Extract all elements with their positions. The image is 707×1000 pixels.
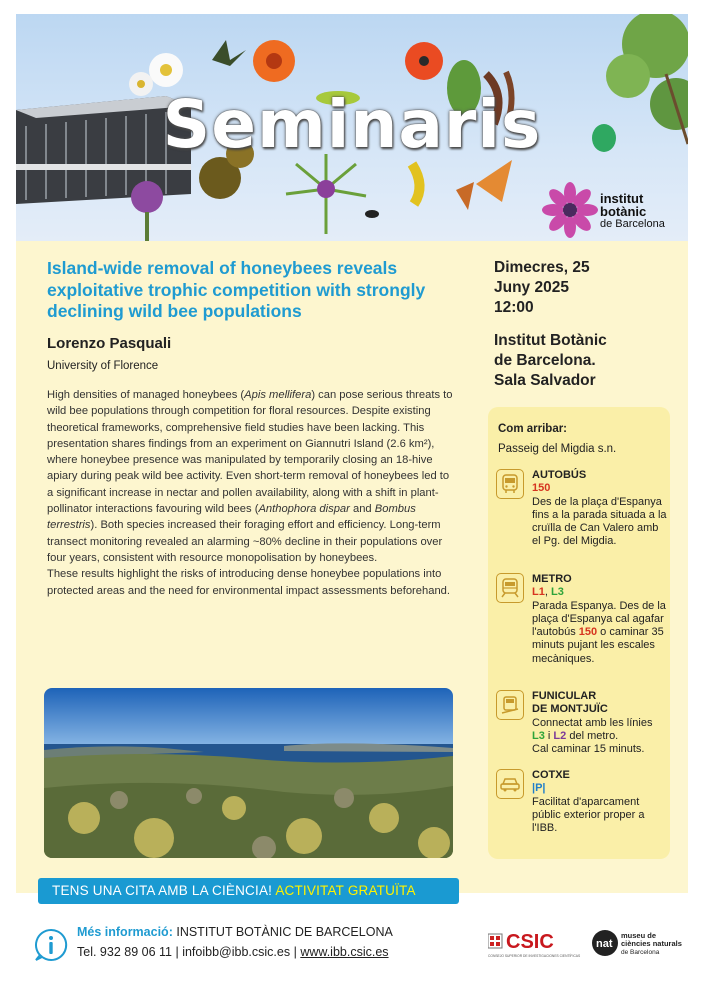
spiky-flower-image: [286, 154, 366, 234]
nat-logo-line2: ciències naturals: [621, 939, 682, 948]
funicular-text: i: [547, 729, 551, 742]
funicular-text: Connectat amb les línies: [532, 716, 653, 729]
ibb-logo-line2: botànic: [600, 204, 647, 219]
separator: |: [175, 945, 179, 959]
ibb-logo-text: [600, 192, 665, 231]
how-to-arrive-title: Com arribar:: [498, 423, 568, 435]
cta-free-activity: ACTIVITAT GRATUÏTA: [275, 883, 416, 898]
funicular-heading: FUNICULAR: [532, 690, 597, 702]
orange-flower-image: [253, 40, 295, 82]
venue-line: de Barcelona.: [494, 352, 596, 369]
poppy-image: [405, 42, 443, 80]
event-venue: [494, 331, 607, 391]
species-name: Anthophora dispar: [258, 503, 350, 516]
date-line: Dimecres, 25: [494, 259, 590, 276]
car-heading: COTXE: [532, 769, 570, 781]
bus-icon: [496, 469, 524, 499]
car-info: [532, 769, 668, 835]
metro-line-l2: L2: [553, 729, 567, 742]
page-title: Seminaris: [162, 86, 542, 163]
ibb-logo: [542, 182, 687, 238]
website-link[interactable]: www.ibb.csic.es: [300, 945, 389, 959]
address: Passeig del Migdia s.n.: [498, 443, 617, 455]
parking-sign: |P|: [532, 782, 546, 795]
island-landscape-photo: [44, 688, 453, 858]
ant-image: [365, 210, 379, 218]
more-info-colon: :: [168, 925, 173, 939]
more-info-value: INSTITUT BOTÀNIC DE BARCELONA: [176, 925, 393, 939]
abstract: [47, 387, 456, 599]
butterfly-image: [456, 160, 512, 210]
abstract-text: ). Both species increased their foraging effort and efficiency. Long-term transect monitoring revealed an alarming ~80% decline in their populations over four years, consistent with resource monopolisation by honeybees.: [47, 519, 443, 564]
cta-banner: [38, 878, 459, 904]
funicular-heading: DE MONTJUÏC: [532, 703, 608, 716]
csic-logo: [488, 928, 583, 960]
contact-line: [77, 945, 389, 959]
how-to-arrive-box: [488, 407, 670, 859]
car-icon: [496, 769, 524, 799]
metro-text: o caminar 35 minuts pujant les escales mecàniques.: [532, 626, 664, 665]
species-name: Bombus terrestris: [47, 503, 416, 532]
speaker-name: Lorenzo Pasquali: [47, 335, 172, 352]
funicular-icon: [496, 690, 524, 720]
bus-line: 150: [532, 482, 551, 495]
abstract-text: ) can pose serious threats to wild bee populations through competition for floral resources. Despite existing theoretical frameworks, comprehensive field studies have been lacking. This presentation shares findings from an experiment on Giannutri Island (2.6 km²), where honeybee presence was manipulated by temporarily closing an 18-hive apiary during peak wild bee activity. Even short-term removal of honeybees led to a significant increase in nectar and pollen availability, along with a shift in plant-pollinator interactions favouring wild bees (: [47, 389, 453, 516]
abstract-text: These results highlight the risks of introducing dense honeybee populations into protected areas and the need for environmental impact assessments beforehand.: [47, 568, 450, 597]
metro-icon: [496, 573, 524, 603]
event-time: 12:00: [494, 299, 534, 316]
nat-logo-badge: nat: [596, 938, 613, 950]
email-link[interactable]: infoibb@ibb.csic.es: [182, 945, 291, 959]
bus-info: [532, 469, 668, 549]
cta-text: TENS UNA CITA AMB LA CIÈNCIA!: [52, 883, 273, 898]
abstract-text: High densities of managed honeybees (: [47, 389, 245, 401]
event-date: [494, 258, 590, 318]
funicular-text: Cal caminar 15 minuts.: [532, 743, 645, 756]
metro-line-l3: L3: [532, 729, 545, 742]
nat-museum-logo: [591, 928, 691, 960]
metro-line-l3: L3: [550, 586, 564, 599]
nat-logo-line3: de Barcelona: [621, 949, 660, 956]
yellow-flower-image: [412, 164, 420, 204]
car-text: Facilitat d'aparcament públic exterior proper a l'IBB.: [532, 795, 645, 835]
thistle-image: [131, 181, 163, 241]
funicular-text: del metro.: [569, 729, 619, 742]
seminar-title: Island-wide removal of honeybees reveals exploitative trophic competition with strongly declining wild bee populations: [47, 258, 426, 321]
separator: ,: [544, 586, 548, 599]
speaker-affiliation: University of Florence: [47, 360, 159, 372]
separator: |: [293, 945, 297, 959]
bus-heading: AUTOBÚS: [532, 469, 587, 481]
date-line: Juny 2025: [494, 279, 569, 296]
ibb-logo-line3: de Barcelona: [600, 218, 665, 230]
info-icon: [34, 928, 68, 962]
bus-line: 150: [578, 626, 598, 639]
funicular-info: [532, 690, 668, 756]
species-name: Apis mellifera: [244, 389, 312, 401]
bus-text: Des de la plaça d'Espanya fins a la parada situada a la cruïlla de Can Valero amb el Pg. del Migdia.: [532, 495, 667, 548]
banner: [16, 14, 688, 241]
abstract-text: and: [349, 503, 375, 516]
main-content: [16, 241, 688, 898]
ibb-flower-icon: [542, 182, 598, 238]
metro-heading: METRO: [532, 573, 572, 585]
metro-line-l1: L1: [532, 586, 545, 599]
venue-line: Institut Botànic: [494, 332, 607, 349]
more-info: [77, 925, 393, 939]
nat-logo-line1: museu de: [621, 931, 657, 940]
more-info-label: Més informació: [77, 925, 169, 939]
leaf-image: [212, 40, 246, 66]
ibb-logo-line1: institut: [600, 191, 644, 206]
metro-info: [532, 573, 668, 666]
metro-text: Parada Espanya. Des de la plaça d'Espanya cal agafar l'autobús: [532, 599, 666, 639]
csic-logo-text: CSIC: [506, 931, 554, 953]
venue-line: Sala Salvador: [494, 372, 596, 389]
csic-logo-subtext: CONSEJO SUPERIOR DE INVESTIGACIONES CIENTÍFICAS: [488, 954, 581, 958]
phone-number: Tel. 932 89 06 11: [77, 945, 172, 959]
